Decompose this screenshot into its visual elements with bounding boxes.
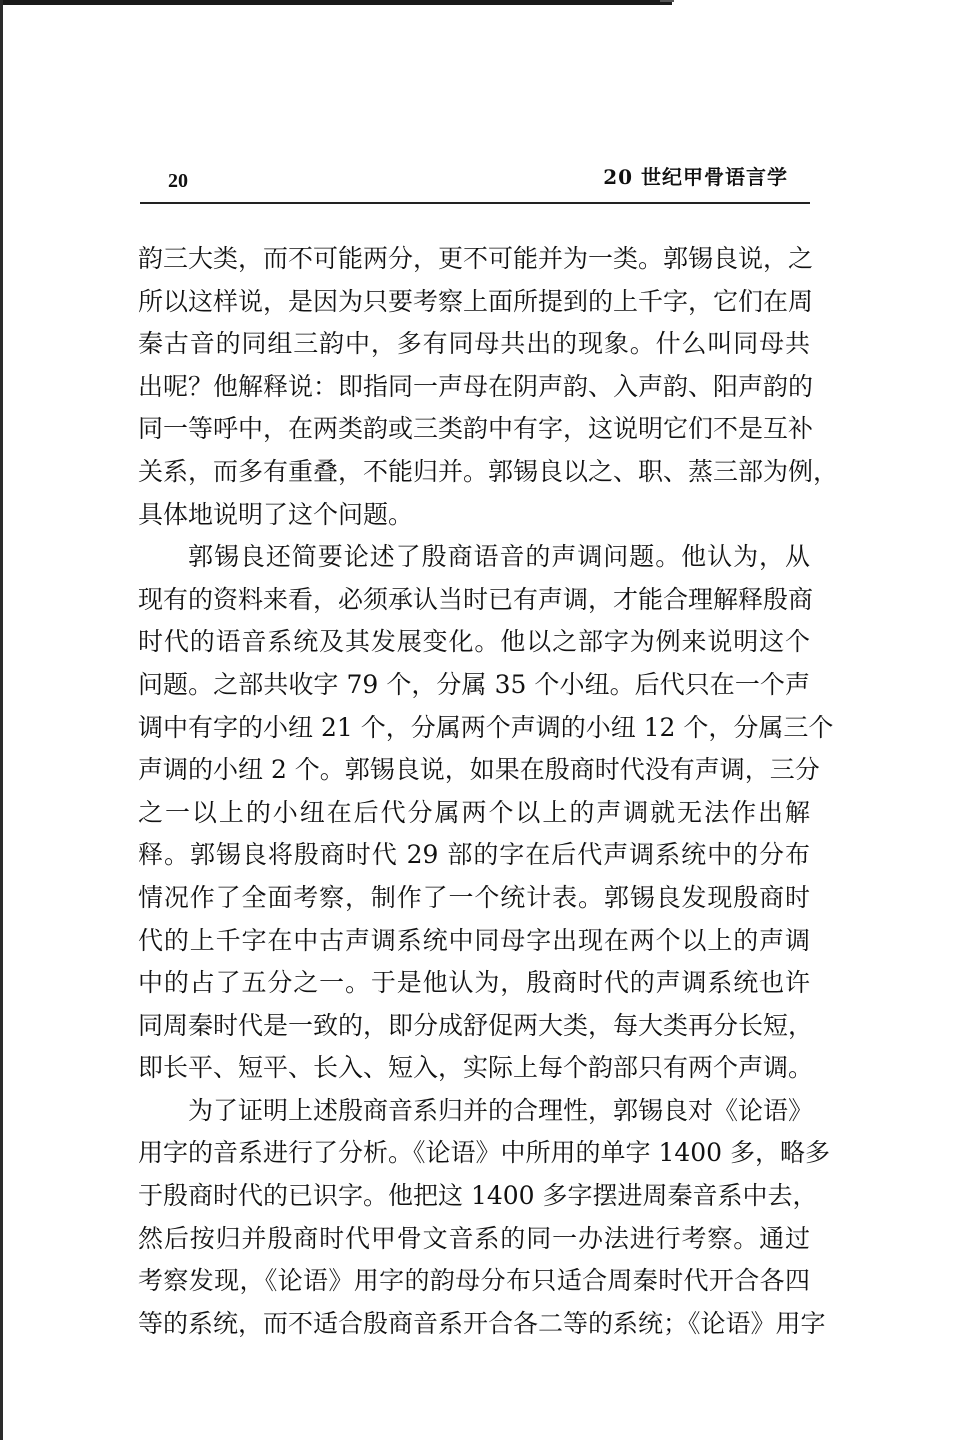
body-text — [138, 238, 839, 1345]
text-line: 即长平、短平、长入、短入，实际上每个韵部只有两个声调。 — [138, 1053, 814, 1083]
text-line: 关系，而多有重叠，不能归并。郭锡良以之、职、蒸三部为例， — [138, 456, 839, 486]
text-line: 秦古音的同组三韵中，多有同母共出的现象。什么叫同母共 — [138, 329, 810, 359]
text-line: 同一等呼中，在两类韵或三类韵中有字，这说明它们不是互补 — [138, 414, 814, 444]
text-line: 等的系统，而不适合殷商音系开合各二等的系统；《论语》用字 — [138, 1308, 826, 1338]
scan-top-border-tail — [660, 0, 674, 2]
text-line: 之一以上的小纽在后代分属两个以上的声调就无法作出解 — [138, 797, 810, 827]
book-title: 20 世纪甲骨语言学 — [603, 165, 788, 189]
text-line: 具体地说明了这个问题。 — [138, 499, 414, 529]
text-line: 用字的音系进行了分析。《论语》中所用的单字 1400 多，略多 — [138, 1138, 831, 1168]
text-line: 释。郭锡良将殷商时代 29 部的字在后代声调系统中的分布 — [138, 840, 810, 870]
header-rule — [140, 202, 810, 204]
paragraph-start-line: 为了证明上述殷商音系归并的合理性，郭锡良对《论语》 — [188, 1095, 814, 1125]
scan-top-border — [0, 0, 672, 5]
text-line: 情况作了全面考察，制作了一个统计表。郭锡良发现殷商时 — [138, 882, 810, 912]
text-line: 中的占了五分之一。于是他认为，殷商时代的声调系统也许 — [138, 968, 810, 998]
scan-left-border — [0, 0, 3, 1440]
text-line: 于殷商时代的已识字。他把这 1400 多字摆进周秦音系中去， — [138, 1181, 818, 1211]
page-number: 20 — [168, 170, 188, 192]
paragraph-start-line: 郭锡良还简要论述了殷商语音的声调问题。他认为，从 — [188, 542, 810, 572]
text-line: 调中有字的小纽 21 个，分属两个声调的小纽 12 个，分属三个 — [138, 712, 834, 742]
text-line: 同周秦时代是一致的，即分成舒促两大类，每大类再分长短， — [138, 1010, 814, 1040]
text-line: 问题。之部共收字 79 个，分属 35 个小纽。后代只在一个声 — [138, 669, 810, 699]
text-line: 声调的小纽 2 个。郭锡良说，如果在殷商时代没有声调，三分 — [138, 755, 820, 785]
text-line: 时代的语音系统及其发展变化。他以之部字为例来说明这个 — [138, 627, 810, 657]
text-line: 代的上千字在中古声调系统中同母字出现在两个以上的声调 — [138, 925, 810, 955]
running-head — [140, 164, 810, 198]
text-line: 考察发现，《论语》用字的韵母分布只适合周秦时代开合各四 — [138, 1266, 810, 1296]
text-line: 现有的资料来看，必须承认当时已有声调，才能合理解释殷商 — [138, 584, 814, 614]
text-line: 韵三大类，而不可能两分，更不可能并为一类。郭锡良说，之 — [138, 244, 814, 273]
text-line: 所以这样说，是因为只要考察上面所提到的上千字，它们在周 — [138, 286, 814, 316]
text-line: 然后按归并殷商时代甲骨文音系的同一办法进行考察。通过 — [138, 1223, 810, 1253]
text-line: 出呢？他解释说：即指同一声母在阴声韵、入声韵、阳声韵的 — [138, 371, 814, 401]
